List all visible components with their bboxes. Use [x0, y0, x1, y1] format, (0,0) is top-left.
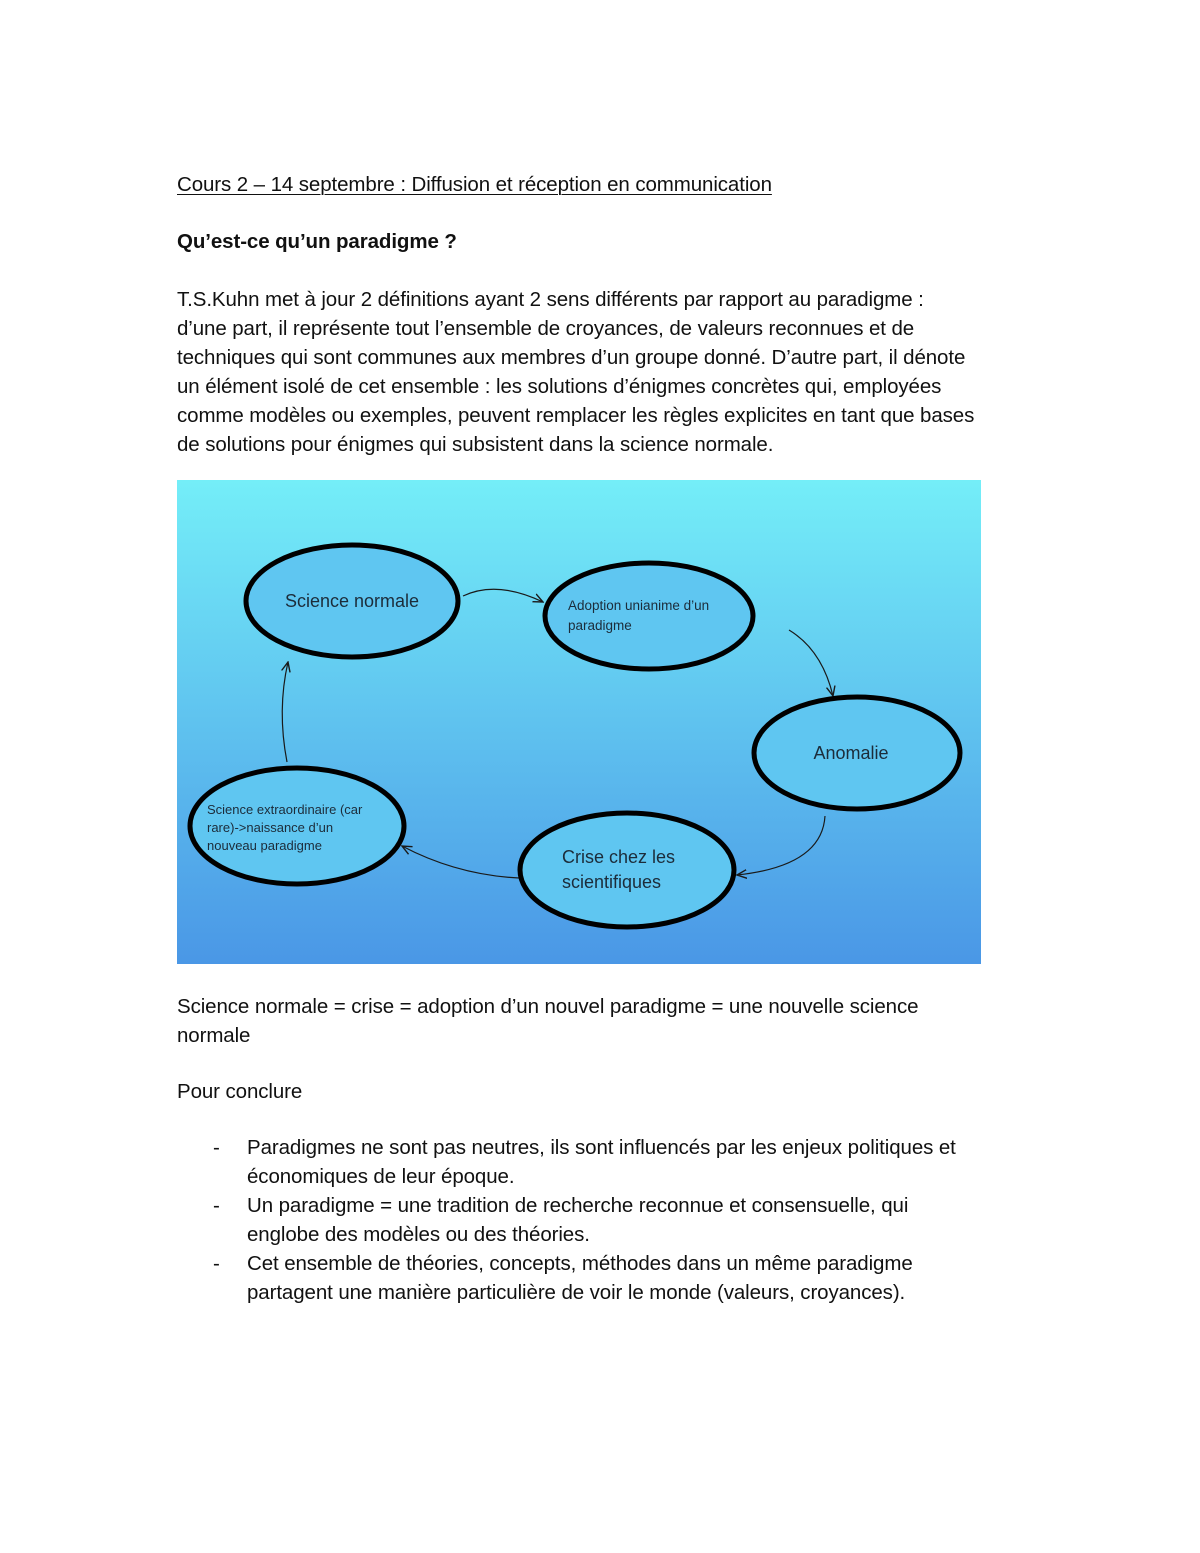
paradigm-cycle-svg	[177, 480, 981, 964]
list-item-line: englobe des modèles ou des théories.	[247, 1223, 590, 1246]
list-item-line: partagent une manière particulière de voir le monde (valeurs, croyances).	[247, 1281, 906, 1304]
list-item	[177, 1191, 1057, 1249]
section-heading-paradigm: Qu’est-ce qu’un paradigme ?	[177, 230, 457, 253]
definition-line: un élément isolé de cet ensemble : les solutions d’énigmes concrètes qui, employées	[177, 375, 942, 398]
node-anomalie	[754, 697, 960, 809]
list-item	[177, 1249, 1057, 1307]
node-label-extraordinaire-line-2: rare)->naissance d’un	[207, 820, 334, 835]
definition-line: comme modèles ou exemples, peuvent remplacer les règles explicites en tant que bases	[177, 404, 975, 427]
definition-line: techniques qui sont communes aux membres d’un groupe donné. D’autre part, il dénote	[177, 346, 966, 369]
node-crise	[520, 813, 734, 927]
summary-line: Science normale = crise = adoption d’un nouvel paradigme = une nouvelle science	[177, 995, 919, 1018]
list-item	[177, 1133, 1057, 1191]
node-label-extraordinaire-line-3: nouveau paradigme	[207, 838, 322, 853]
conclusion-heading: Pour conclure	[177, 1080, 303, 1103]
list-item-line: Un paradigme = une tradition de recherche reconnue et consensuelle, qui	[247, 1194, 909, 1217]
node-ellipse	[545, 563, 753, 669]
node-label-science-normale: Science normale	[284, 591, 420, 611]
paradigm-cycle-diagram	[177, 480, 981, 964]
node-label-adoption-line-2: paradigme	[568, 618, 632, 633]
bullet-dash: -	[213, 1252, 220, 1275]
course-title: Cours 2 – 14 septembre : Diffusion et réception en communication	[177, 173, 772, 196]
node-label-crise-line-1: Crise chez les	[562, 847, 676, 867]
definition-paragraph	[177, 285, 1037, 459]
definition-line: d’une part, il représente tout l’ensemble de croyances, de valeurs reconnues et de	[177, 317, 915, 340]
list-item-line: Paradigmes ne sont pas neutres, ils sont influencés par les enjeux politiques et	[247, 1136, 956, 1159]
summary-line: normale	[177, 1024, 251, 1047]
node-adoption	[545, 563, 753, 669]
list-item-line: économiques de leur époque.	[247, 1165, 515, 1188]
node-label-anomalie: Anomalie	[813, 743, 889, 763]
list-item-line: Cet ensemble de théories, concepts, méthodes dans un même paradigme	[247, 1252, 913, 1275]
node-ellipse	[520, 813, 734, 927]
cycle-summary-paragraph	[177, 992, 1037, 1050]
node-label-crise-line-2: scientifiques	[562, 872, 662, 892]
node-label-adoption-line-1: Adoption unianime d’un	[568, 598, 710, 613]
node-science-extraordinaire	[190, 768, 404, 884]
conclusion-list	[177, 1133, 1057, 1307]
node-label-extraordinaire-line-1: Science extraordinaire (car	[207, 802, 363, 817]
definition-line: de solutions pour énigmes qui subsistent dans la science normale.	[177, 433, 774, 456]
bullet-dash: -	[213, 1194, 220, 1217]
bullet-dash: -	[213, 1136, 220, 1159]
node-science-normale	[246, 545, 458, 657]
definition-line: T.S.Kuhn met à jour 2 définitions ayant 2 sens différents par rapport au paradigme :	[177, 288, 924, 311]
